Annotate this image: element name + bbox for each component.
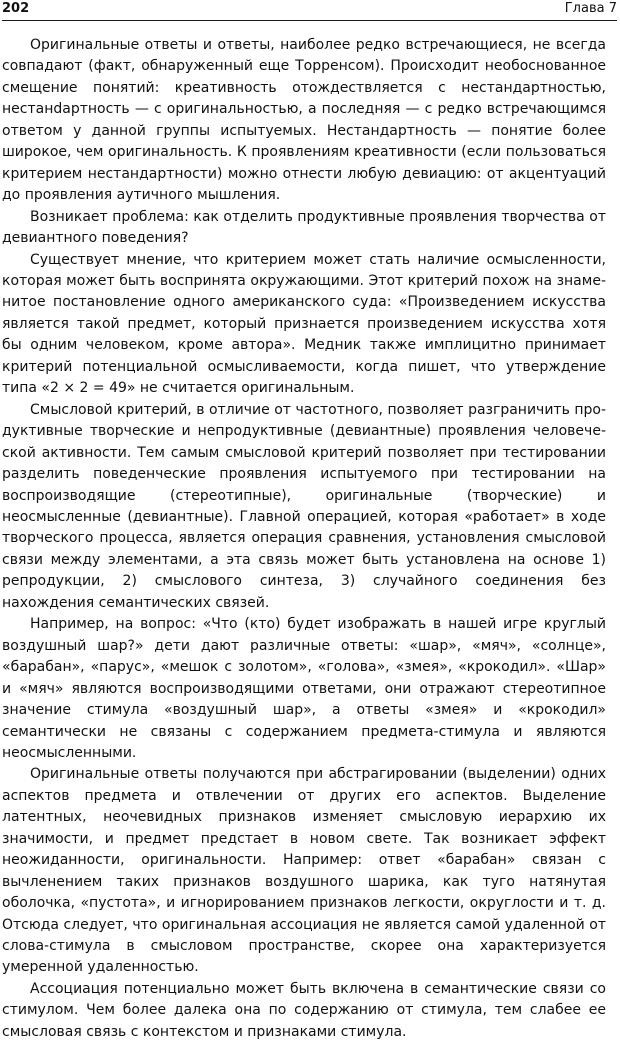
paragraph: Например, на вопрос: «Что (кто) будет изображать в нашей игре круглый воздушный шар?» дети дают различные ответы: «шар», «мяч», «солнце», «барабан», «парус», «мешок с золотом», «голова», «змея», «крокодил». «Шар» и «мяч» являются воспроизводящими ответами, они отражают стереотипное значение стимула «воздушный шар», а ответы «змея» и «крокодил» семантически не связаны с содержанием предмета-стимула и являются неосмысленными. bbox=[2, 616, 606, 761]
paragraph: Ассоциация потенциально может быть включена в семантические связи со стимулом. Чем более далека она по содержанию от стимула, тем слабее ее смысловая связь с контекстом и признаками стимула. bbox=[2, 980, 606, 1040]
paragraph: Возникает проблема: как отделить продуктивные проявления творчества от девиантного поведения? bbox=[2, 208, 606, 247]
paragraph: Оригинальные ответы получаются при абстрагировании (выделении) одних аспектов предмета и отвлечении от других его аспектов. Выделение латентных, неочевидных признаков изменяет смысловую иерархию их значимости, и предмет предстает в новом свете. Так возникает эффект неожиданности, оригинальности. Например: ответ «барабан» связан с вычленением таких признаков воздушного шарика, как туго натянутая оболочка, «пустота», и игнорированием признаков легкости, округлости и т. д. Отсюда следует, что оригинальная ассоциация не является самой удаленной от слова-стимула в смысловом пространстве, скорее она характеризуется умеренной удаленностью. bbox=[2, 766, 606, 976]
paragraph: Оригинальные ответы и ответы, наиболее редко встречающиеся, не всегда совпадают (факт, обнаруженный еще Торренсом). Происходит необоснованное смещение понятий: креативность отождествляется с нестандартностью, нестанdартность — с оригинальностью, а последняя — с редко встречающимся ответом у данной группы испытуемых. Нестандартность — понятие более широкое, чем оригинальность. К проявлениям креативности (если пользоваться критерием нестандартности) можно отнести любую девиацию: от акцентуаций до проявления аутичного мышления. bbox=[2, 37, 606, 204]
page-number: 202 bbox=[2, 1, 30, 16]
chapter-title: Глава 7 bbox=[564, 1, 617, 16]
paragraph: Смысловой критерий, в отличие от частотного, позволяет разграничить продуктивные творческие и непродуктивные (девиантные) проявления человеческой активности. Тем самым смысловой критерий позволяет при тестировании разделить поведенческие проявления испытуемого при тестировании на воспроизводящие (стереотипные), оригинальные (творческие) и неосмысленные (девиантные). Главной операцией, которая «работает» в ходе творческого процесса, является операция сравнения, установления смысловой связи между элементами, а эта связь может быть установлена на основе 1) репродукции, 2) смыслового синтеза, 3) случайного соединения без нахождения семантических связей. bbox=[2, 401, 606, 611]
page-header bbox=[2, 0, 617, 21]
body-text bbox=[2, 35, 606, 1043]
paragraph: Существует мнение, что критерием может стать наличие осмысленности, которая может быть воспринята окружающими. Этот критерий похож на знаменитое постановление одного американского суда: «Произведением искусства является такой предмет, который признается произведением искусства хотя бы одним человеком, кроме автора». Медник также имплицитно принимает критерий потенциальной осмысливаемости, когда пишет, что утверждение типа «2 × 2 = 49» не считается оригинальным. bbox=[2, 251, 606, 397]
